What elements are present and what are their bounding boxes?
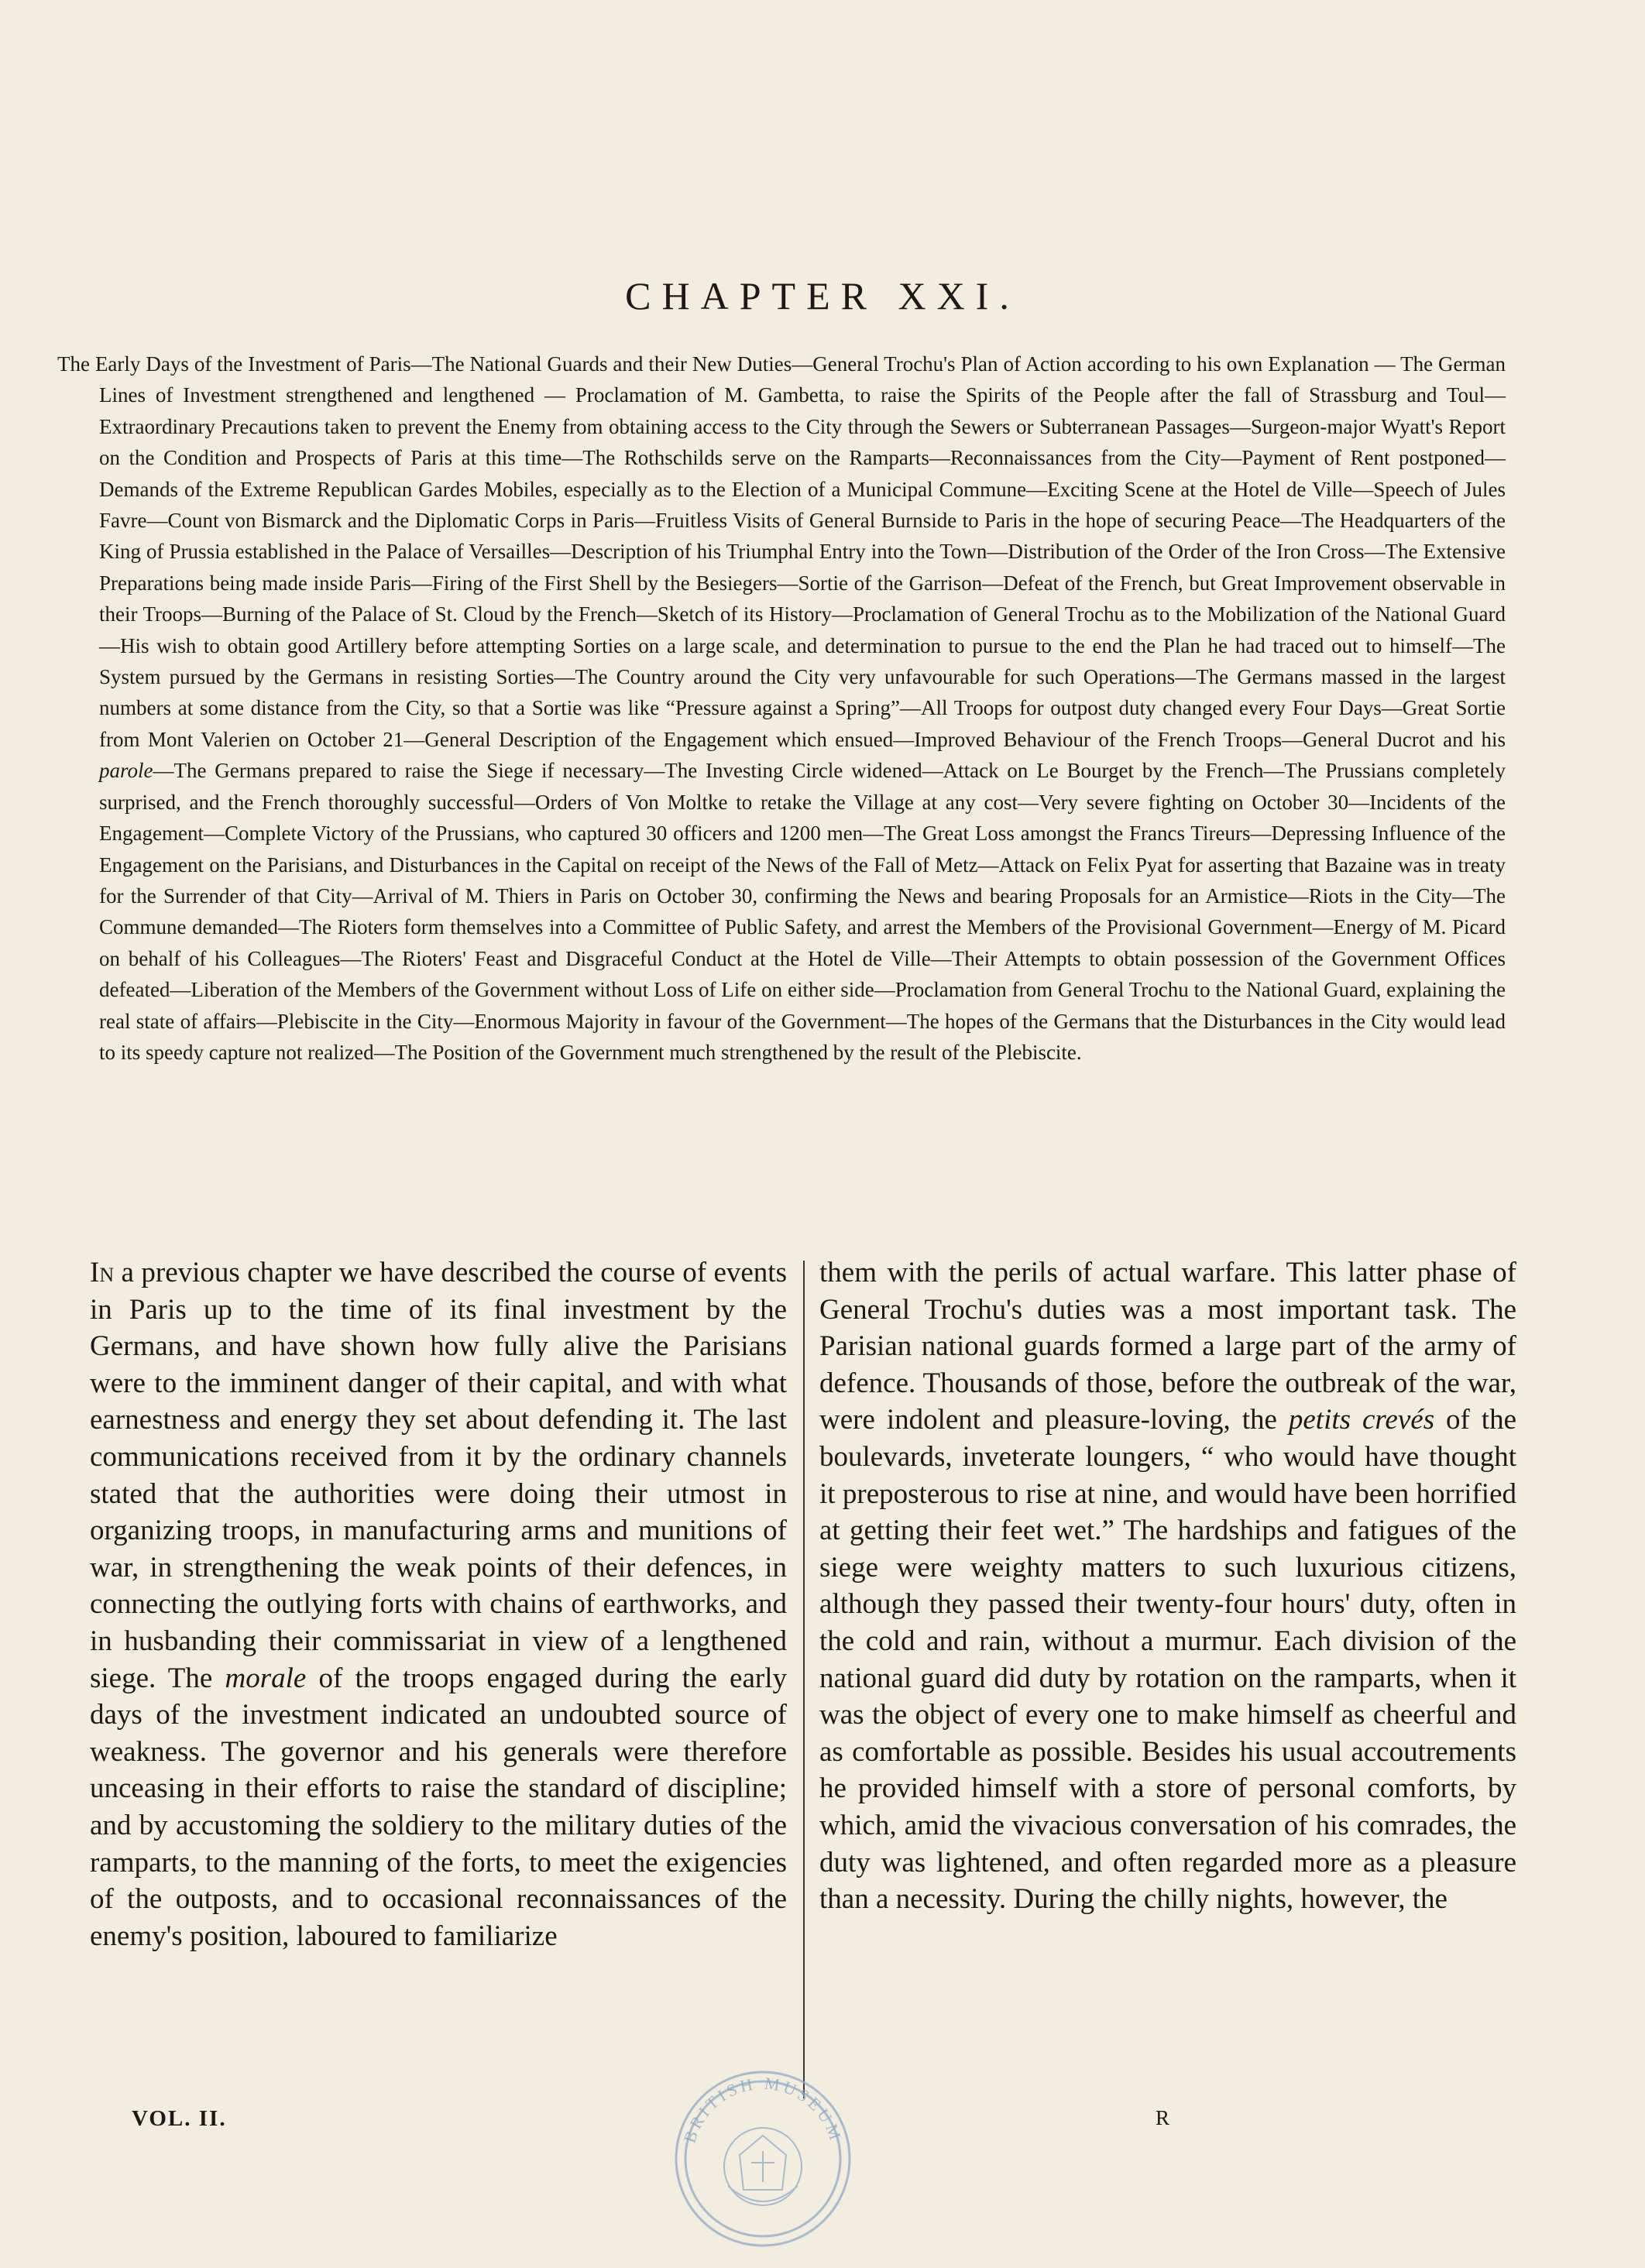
left-column-text-a: a previous chapter we have described the course of events in Paris up to the time of its final investment by the Germans, and have shown how fully alive the Parisians were to the imminent danger of their capital, and with what earnestness and energy they set about defending it. The last communications received from it by the ordinary channels stated that the authorities were doing their utmost in organizing troops, in manufacturing arms and munitions of war, in strengthening the weak points of their defences, in connecting the outlying forts with chains of earthworks, and in husbanding their commissariat in view of a lengthened siege. The [90, 1257, 787, 1694]
column-divider [803, 1261, 805, 2098]
museum-stamp [658, 2050, 867, 2252]
left-column-text-b: of the troops engaged during the early days of the investment indicated an undoubted source of weakness. The governor and his generals were therefore unceasing in their efforts to raise the standard of discipline; and by accustoming the soldiery to the military duties of the ramparts, to the manning of the forts, to meet the exigencies of the outposts, and to occasional reconnaissances of the enemy's position, laboured to familiarize [90, 1662, 787, 1952]
right-column-text-a: them with the perils of actual warfare. This latter phase of General Trochu's duties was a most important task. The Parisian national guards formed a large part of the army of defence. Thousands of those, before the outbreak of the war, were indolent and pleasure-loving, the [819, 1257, 1516, 1436]
signature-mark: R [1156, 2106, 1170, 2129]
body-column-left [90, 1254, 787, 1954]
right-column-italic: petits crevés [1288, 1404, 1435, 1436]
right-column-text-b: of the boulevards, inveterate loungers, “ who would have thought it preposterous to rise at nine, and would have been horrified at getting their feet wet.” The hardships and fatigues of the siege were weighty matters to such luxurious citizens, although they passed their twenty-four hours' duty, often in the cold and rain, without a murmur. Each division of the national guard did duty by rotation on the ramparts, when it was the object of every one to make himself as cheerful and as comfortable as possible. Besides his usual accoutrements he provided himself with a store of personal comforts, by which, amid the vivacious conversation of his comrades, the duty was lightened, and often regarded more as a pleasure than a necessity. During the chilly nights, however, the [819, 1404, 1516, 1916]
stamp-text: BRITISH MUSEUM [679, 2073, 847, 2146]
body-column-right [819, 1254, 1516, 1918]
chapter-summary [57, 348, 1506, 1068]
summary-text-a: The Early Days of the Investment of Paris—The National Guards and their New Duties—General Trochu's Plan of Action according to his own Explanation — The German Lines of Investment strengthened and lengthened — Proclamation of M. Gambetta, to raise the Spirits of the People after the fall of Strassburg and Toul—Extraordinary Precautions taken to prevent the Enemy from obtaining access to the City through the Sewers or Subterranean Passages—Surgeon-major Wyatt's Report on the Condition and Prospects of Paris at this time—The Rothschilds serve on the Ramparts—Reconnaissances from the City—Payment of Rent postponed—Demands of the Extreme Republican Gardes Mobiles, especially as to the Election of a Municipal Commune—Exciting Scene at the Hotel de Ville—Speech of Jules Favre—Count von Bismarck and the Diplomatic Corps in Paris—Fruitless Visits of General Burnside to Paris in the hope of securing Peace—The Headquarters of the King of Prussia established in the Palace of Versailles—Description of his Triumphal Entry into the Town—Distribution of the Order of the Iron Cross—The Extensive Preparations being made inside Paris—Firing of the First Shell by the Besiegers—Sortie of the Garrison—Defeat of the French, but Great Improvement observable in their Troops—Burning of the Palace of St. Cloud by the French—Sketch of its History—Proclamation of General Trochu as to the Mobilization of the National Guard—His wish to obtain good Artillery before attempting Sorties on a large scale, and determination to pursue to the end the Plan he had traced out to himself—The System pursued by the Germans in resisting Sorties—The Country around the City very unfavourable for such Operations—The Germans massed in the largest numbers at some distance from the City, so that a Sortie was like “Pressure against a Spring”—All Troops for outpost duty changed every Four Days—Great Sortie from Mont Valerien on October 21—General Description of the Engagement which ensued—Improved Behaviour of the French Troops—General Ducrot and his [57, 352, 1506, 751]
summary-text-b: —The Germans prepared to raise the Siege if necessary—The Investing Circle widened—Attack on Le Bourget by the French—The Prussians completely surprised, and the French thoroughly successful—Orders of Von Moltke to retake the Village at any cost—Very severe fighting on October 30—Incidents of the Engagement—Complete Victory of the Prussians, who captured 30 officers and 1200 men—The Great Loss amongst the Francs Tireurs—Depressing Influence of the Engagement on the Parisians, and Disturbances in the Capital on receipt of the News of the Fall of Metz—Attack on Felix Pyat for asserting that Bazaine was in treaty for the Surrender of that City—Arrival of M. Thiers in Paris on October 30, confirming the News and bearing Proposals for an Armistice—Riots in the City—The Commune demanded—The Rioters form themselves into a Committee of Public Safety, and arrest the Members of the Provisional Government—Energy of M. Picard on behalf of his Colleagues—The Rioters' Feast and Disgraceful Conduct at the Hotel de Ville—Their Attempts to obtain possession of the Government Offices defeated—Liberation of the Members of the Government without Loss of Life on either side—Proclamation from General Trochu to the National Guard, explaining the real state of affairs—Plebiscite in the City—Enormous Majority in favour of the Government—The hopes of the Germans that the Disturbances in the City would lead to its speedy capture not realized—The Position of the Government much strengthened by the result of the Plebiscite. [99, 759, 1506, 1064]
chapter-title: CHAPTER XXI. [625, 274, 1020, 317]
summary-italic-word: parole [99, 759, 153, 783]
left-column-italic: morale [225, 1662, 307, 1694]
volume-label: VOL. II. [132, 2106, 227, 2131]
opening-word: In [90, 1257, 115, 1288]
